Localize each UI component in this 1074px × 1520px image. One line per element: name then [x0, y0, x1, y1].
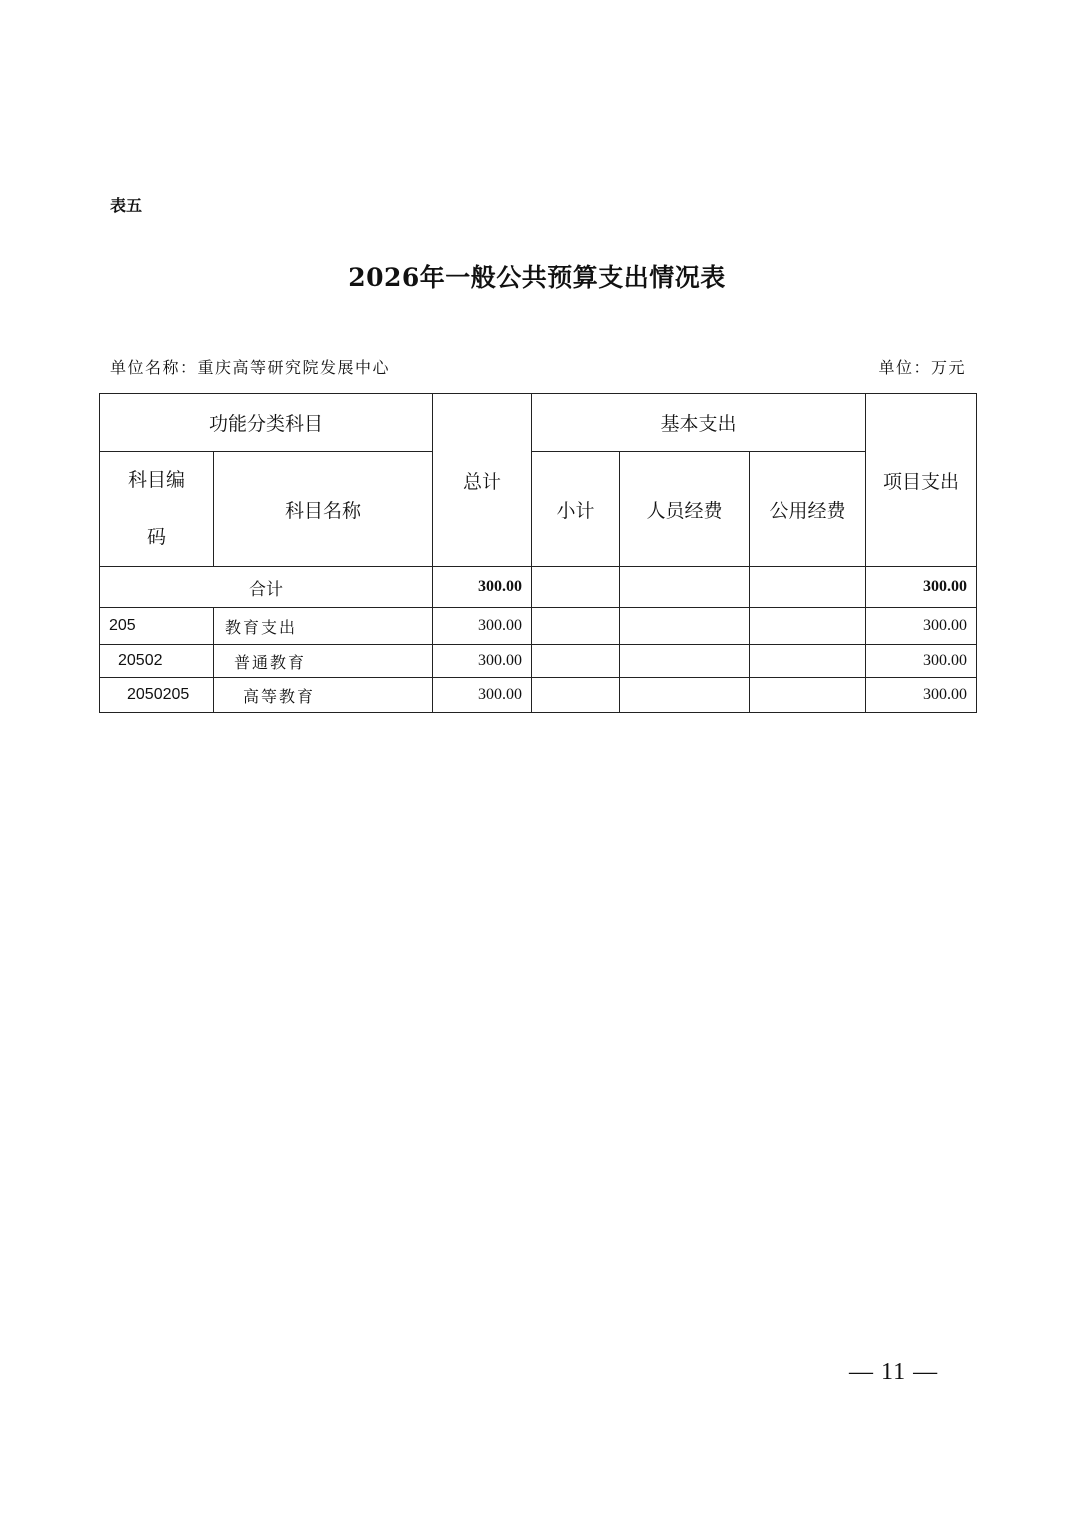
row-subtotal [532, 608, 620, 645]
header-row-1 [100, 394, 977, 452]
header-public: 公用经费 [750, 452, 866, 567]
total-row-public [750, 567, 866, 608]
header-total: 总计 [433, 394, 532, 567]
row-personnel [620, 608, 750, 645]
row-total: 300.00 [433, 678, 532, 713]
row-name: 普通教育 [214, 645, 433, 678]
row-public [750, 645, 866, 678]
total-row-total: 300.00 [433, 567, 532, 608]
table-row [100, 608, 977, 645]
row-name: 高等教育 [214, 678, 433, 713]
header-subject-name: 科目名称 [214, 452, 433, 567]
budget-expenditure-table [99, 393, 977, 713]
currency-unit-label: 单位：万元 [878, 358, 966, 377]
row-public [750, 608, 866, 645]
header-function-category: 功能分类科目 [100, 394, 433, 452]
table-label: 表五 [110, 196, 143, 215]
document-title: 2026年一般公共预算支出情况表 [348, 263, 726, 292]
row-name: 教育支出 [214, 608, 433, 645]
header-subject-code: 科目编码 [100, 452, 214, 567]
row-total: 300.00 [433, 608, 532, 645]
row-total: 300.00 [433, 645, 532, 678]
total-row-subtotal [532, 567, 620, 608]
row-code: 205 [100, 608, 214, 645]
unit-name-label: 单位名称：重庆高等研究院发展中心 [110, 358, 391, 377]
total-row-label: 合计 [100, 567, 433, 608]
header-personnel: 人员经费 [620, 452, 750, 567]
table-row [100, 678, 977, 713]
row-project: 300.00 [866, 608, 977, 645]
header-basic-expenditure: 基本支出 [532, 394, 866, 452]
header-subtotal: 小计 [532, 452, 620, 567]
total-row [100, 567, 977, 608]
total-row-personnel [620, 567, 750, 608]
row-subtotal [532, 678, 620, 713]
row-code: 2050205 [100, 678, 214, 713]
row-personnel [620, 678, 750, 713]
row-public [750, 678, 866, 713]
row-personnel [620, 645, 750, 678]
row-code: 20502 [100, 645, 214, 678]
row-project: 300.00 [866, 645, 977, 678]
row-subtotal [532, 645, 620, 678]
header-project-expenditure: 项目支出 [866, 394, 977, 567]
header-row-2 [100, 452, 977, 567]
total-row-project: 300.00 [866, 567, 977, 608]
table-row [100, 645, 977, 678]
row-project: 300.00 [866, 678, 977, 713]
page-number: — 11 — [849, 1359, 939, 1385]
